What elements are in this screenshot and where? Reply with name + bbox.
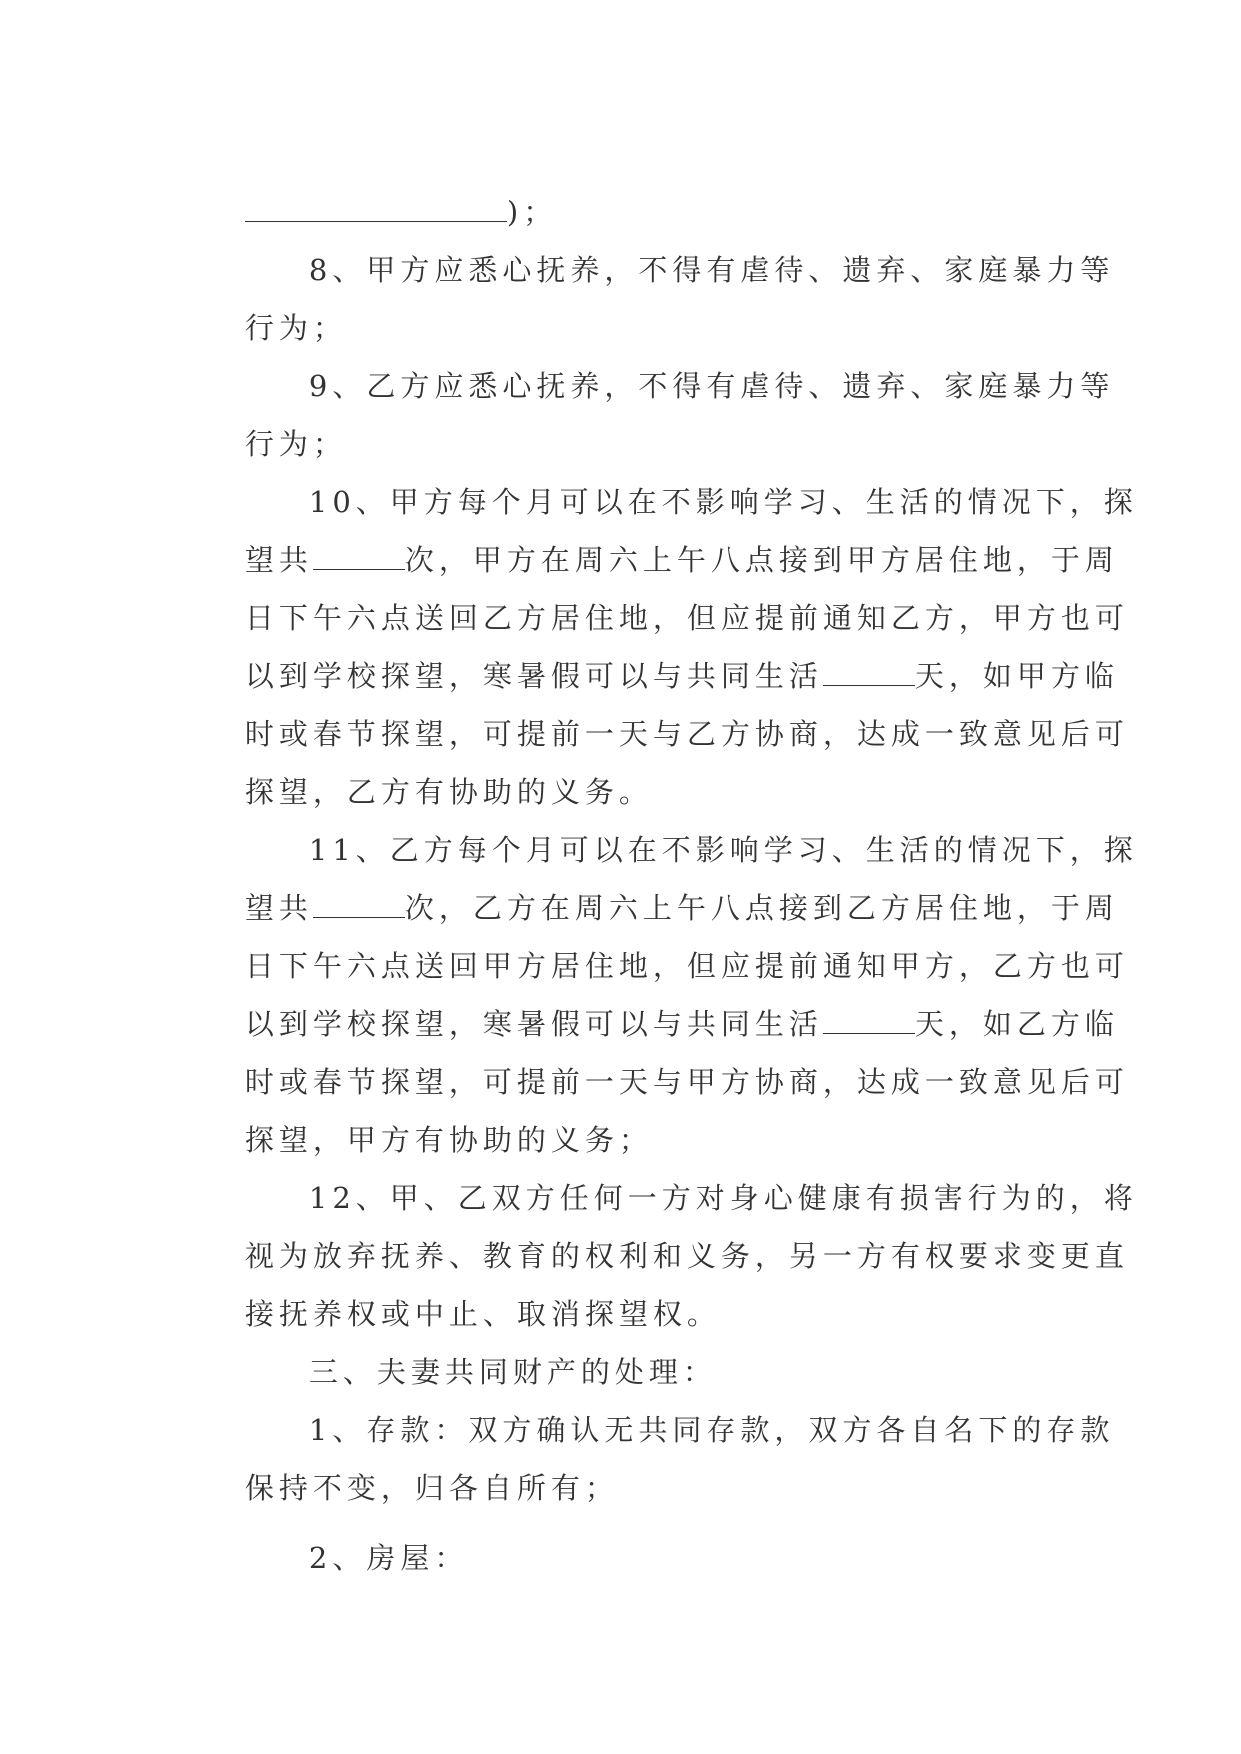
line-text: 11、乙方每个月可以在不影响学习、生活的情况下，探: [308, 833, 1138, 867]
text-line: [252, 326, 1114, 446]
text-line: [252, 210, 1114, 330]
line-text: 天，如乙方临: [914, 1007, 1119, 1041]
line-text: 次，乙方在周六上午八点接到乙方居住地，于周: [404, 891, 1119, 925]
line-text: 行为；: [244, 311, 347, 345]
line-text: 1、存款：双方确认无共同存款，双方各自名下的存款: [308, 1413, 1115, 1447]
line-text: 望共: [244, 891, 313, 925]
line-text: 探望，甲方有协助的义务；: [244, 1123, 653, 1157]
text-line: [252, 1498, 468, 1618]
line-text: 探望，乙方有协助的义务。: [244, 775, 653, 809]
line-text: )；: [506, 195, 558, 229]
line-text: 望共: [244, 543, 313, 577]
line-text: 接抚养权或中止、取消探望权。: [244, 1297, 721, 1331]
line-text: 以到学校探望，寒暑假可以与共同生活: [244, 1007, 823, 1041]
line-text: 三、夫妻共同财产的处理：: [308, 1355, 717, 1389]
line-text: 天，如甲方临: [914, 659, 1119, 693]
line-text: 视为放弃抚养、教育的权利和义务，另一方有权要求变更直: [244, 1239, 1129, 1273]
line-text: 2、房屋：: [308, 1541, 469, 1575]
line-text: 时或春节探望，可提前一天与乙方协商，达成一致意见后可: [244, 717, 1129, 751]
line-text: 12、甲、乙双方任何一方对身心健康有损害行为的，将: [308, 1181, 1138, 1215]
line-text: 次，甲方在周六上午八点接到甲方居住地，于周: [404, 543, 1119, 577]
line-text: 保持不变，归各自所有；: [244, 1471, 619, 1505]
line-text: 日下午六点送回乙方居住地，但应提前通知乙方，甲方也可: [244, 601, 1129, 635]
line-text: 时或春节探望，可提前一天与甲方协商，达成一致意见后可: [244, 1065, 1129, 1099]
line-text: 10、甲方每个月可以在不影响学习、生活的情况下，探: [308, 485, 1138, 519]
line-text: 9、乙方应悉心抚养，不得有虐待、遗弃、家庭暴力等: [308, 369, 1115, 403]
line-text: 以到学校探望，寒暑假可以与共同生活: [244, 659, 823, 693]
line-text: 行为；: [244, 427, 347, 461]
line-text: 日下午六点送回甲方居住地，但应提前通知甲方，乙方也可: [244, 949, 1129, 983]
line-text: 8、甲方应悉心抚养，不得有虐待、遗弃、家庭暴力等: [308, 253, 1115, 287]
